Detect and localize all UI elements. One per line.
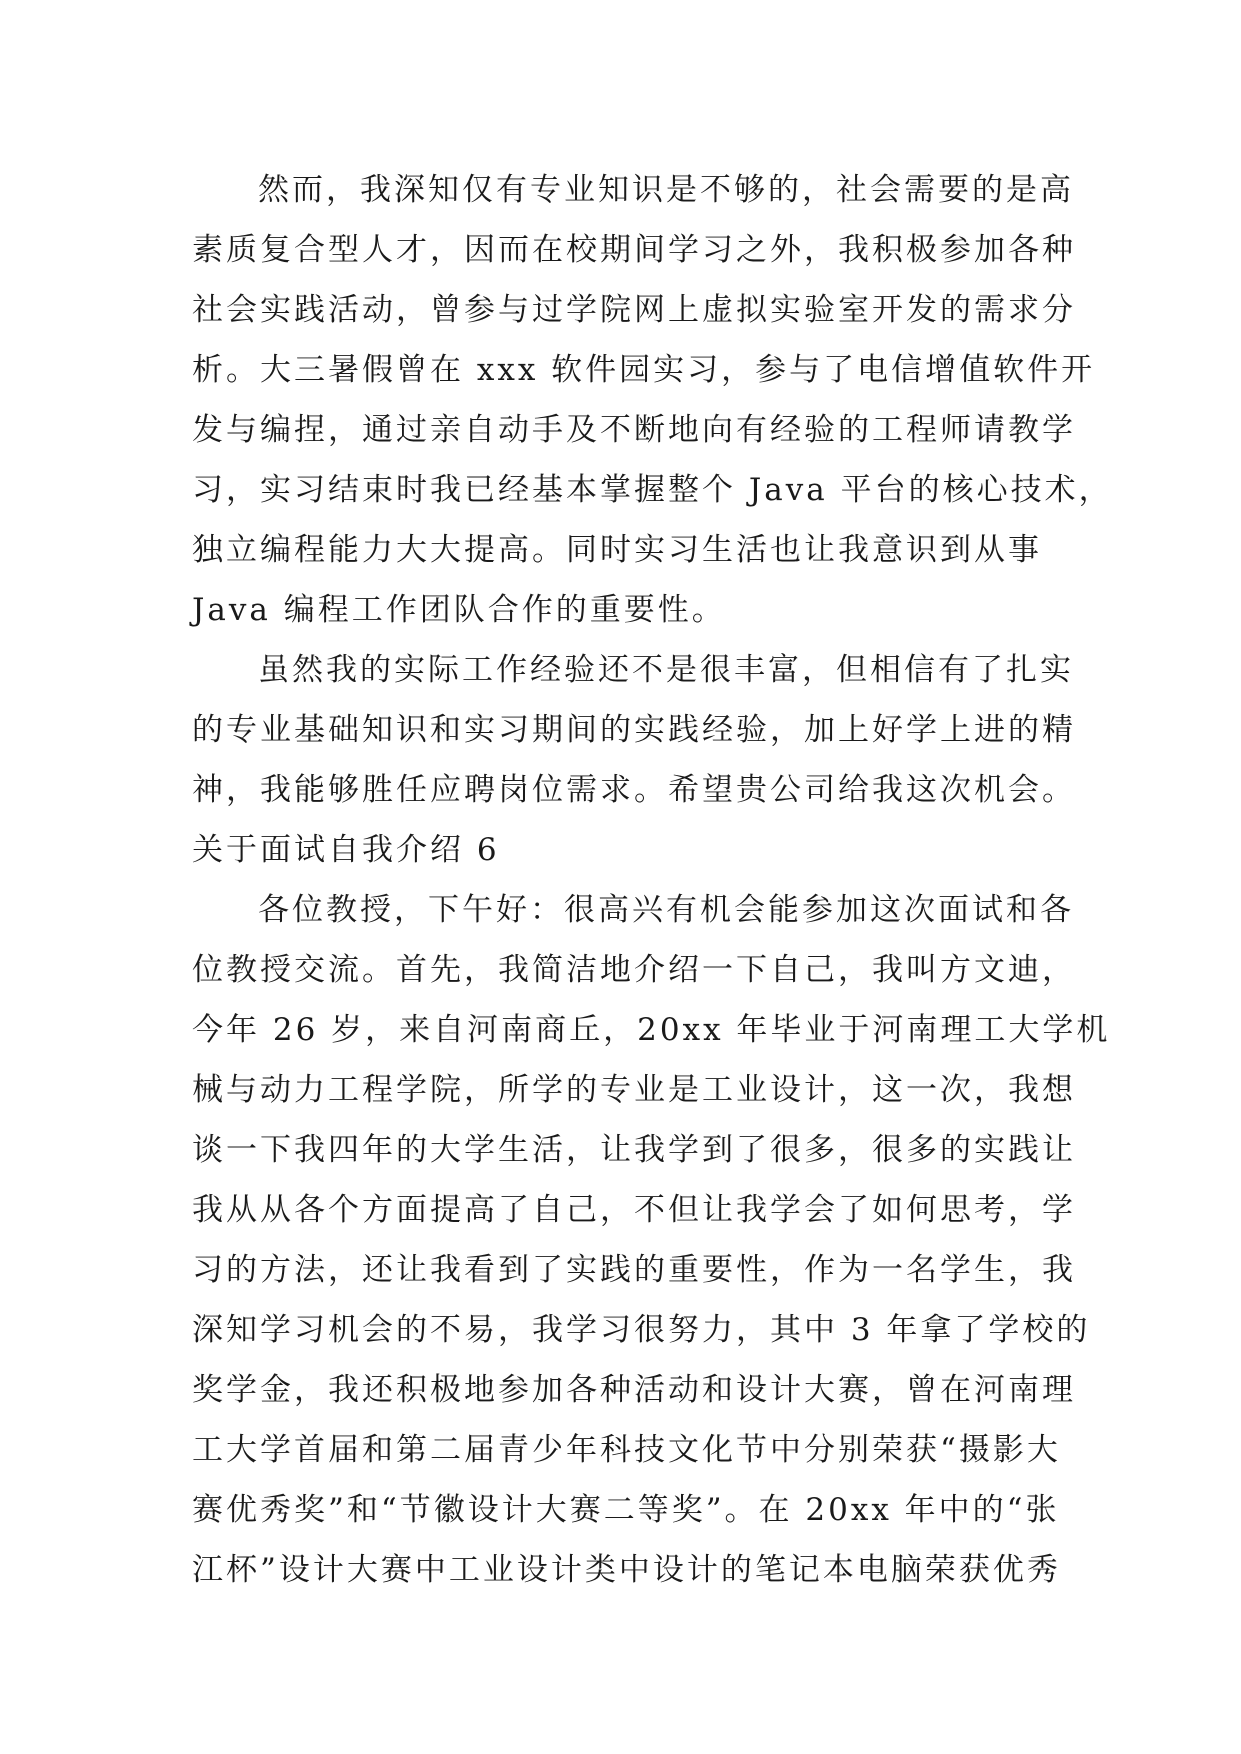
paragraph-3-line-9: 奖学金，我还积极地参加各种活动和设计大赛，曾在河南理: [192, 1372, 1076, 1408]
paragraph-3-line-1: 各位教授，下午好：很高兴有机会能参加这次面试和各: [258, 892, 1074, 928]
paragraph-3-line-5: 谈一下我四年的大学生活，让我学到了很多，很多的实践让: [192, 1132, 1076, 1168]
paragraph-1-line-5: 发与编捏，通过亲自动手及不断地向有经验的工程师请教学: [192, 412, 1076, 448]
paragraph-3-line-12: 江杯”设计大赛中工业设计类中设计的笔记本电脑荣获优秀: [192, 1552, 1061, 1588]
paragraph-3-line-4: 械与动力工程学院，所学的专业是工业设计，这一次，我想: [192, 1072, 1076, 1108]
paragraph-3-line-7: 习的方法，还让我看到了实践的重要性，作为一名学生，我: [192, 1252, 1076, 1288]
paragraph-3-line-11: 赛优秀奖”和“节徽设计大赛二等奖”。在 20xx 年中的“张: [192, 1492, 1060, 1528]
paragraph-2-line-2: 的专业基础知识和实习期间的实践经验，加上好学上进的精: [192, 712, 1076, 748]
paragraph-3-line-3: 今年 26 岁，来自河南商丘，20xx 年毕业于河南理工大学机: [192, 1012, 1111, 1048]
paragraph-2-line-3: 神，我能够胜任应聘岗位需求。希望贵公司给我这次机会。: [192, 772, 1076, 808]
paragraph-1-line-8: Java 编程工作团队合作的重要性。: [192, 592, 726, 628]
paragraph-1-line-6: 习，实习结束时我已经基本掌握整个 Java 平台的核心技术，: [192, 472, 1113, 508]
paragraph-1-line-1: 然而，我深知仅有专业知识是不够的，社会需要的是高: [258, 172, 1074, 208]
paragraph-3-line-2: 位教授交流。首先，我简洁地介绍一下自己，我叫方文迪，: [192, 952, 1076, 988]
paragraph-1-line-7: 独立编程能力大大提高。同时实习生活也让我意识到从事: [192, 532, 1042, 568]
paragraph-3-line-6: 我从从各个方面提高了自己，不但让我学会了如何思考，学: [192, 1192, 1076, 1228]
paragraph-1-line-4: 析。大三暑假曾在 xxx 软件园实习，参与了电信增值软件开: [192, 352, 1096, 388]
paragraph-2-line-1: 虽然我的实际工作经验还不是很丰富，但相信有了扎实: [258, 652, 1074, 688]
paragraph-3-line-8: 深知学习机会的不易，我学习很努力，其中 3 年拿了学校的: [192, 1312, 1091, 1348]
paragraph-1-line-2: 素质复合型人才，因而在校期间学习之外，我积极参加各种: [192, 232, 1076, 268]
paragraph-3-line-10: 工大学首届和第二届青少年科技文化节中分别荣获“摄影大: [192, 1432, 1061, 1468]
section-heading: 关于面试自我介绍 6: [192, 832, 500, 868]
paragraph-1-line-3: 社会实践活动，曾参与过学院网上虚拟实验室开发的需求分: [192, 292, 1076, 328]
